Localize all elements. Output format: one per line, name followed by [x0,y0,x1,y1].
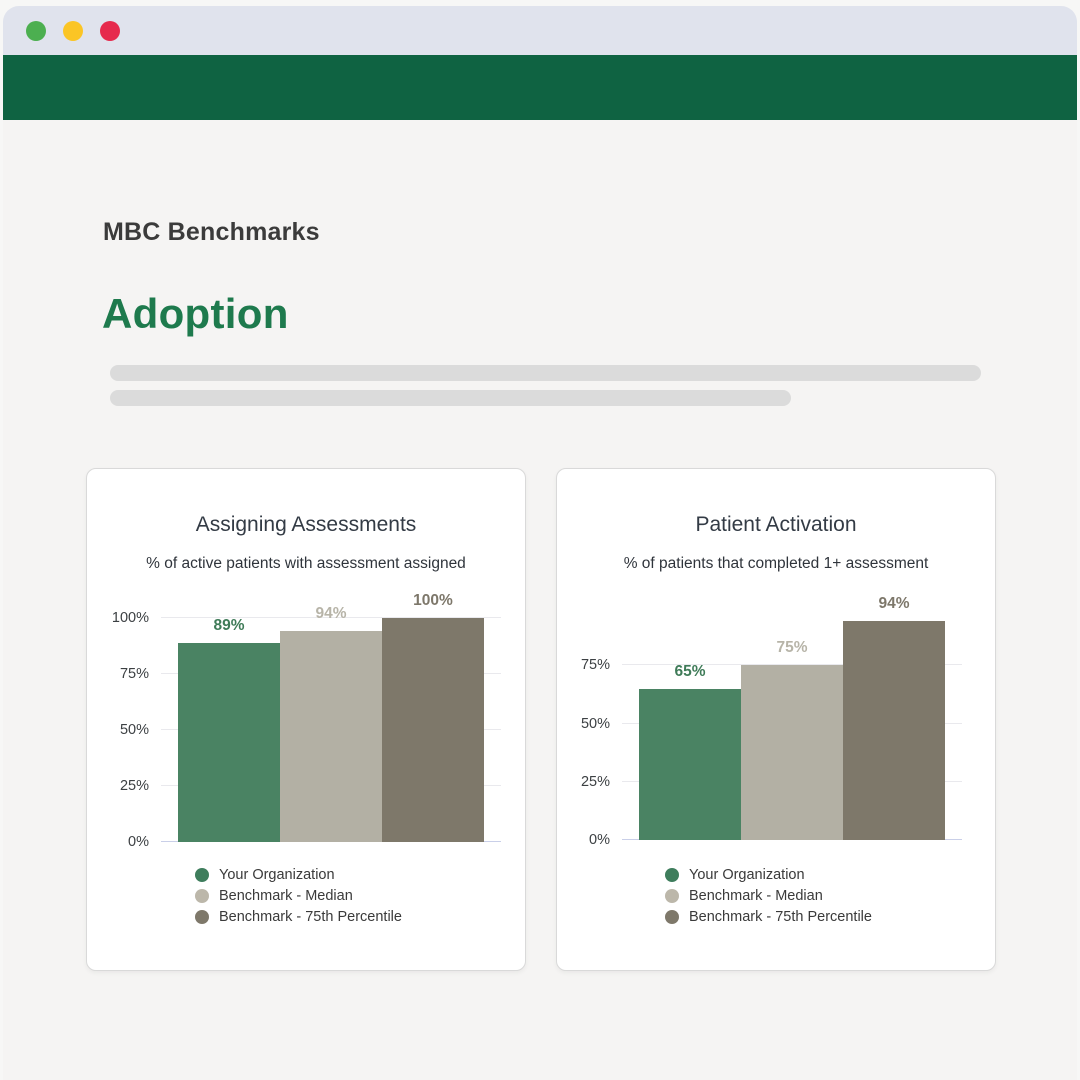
legend-color-dot [195,910,209,924]
chart-legend [195,865,402,926]
assigning-assessments-chart-card [86,468,526,971]
chart-subtitle: % of patients that completed 1+ assessment [623,555,929,572]
legend-color-dot [665,868,679,882]
bar-chart-plot [580,594,962,848]
legend-color-dot [665,889,679,903]
legend-item-label: Benchmark - 75th Percentile [689,908,872,925]
bar-benchmark-75th-percentile [843,594,945,840]
y-axis-tick-label: 50% [119,722,149,738]
legend-item [195,865,402,884]
bar-benchmark-median [280,605,382,842]
legend-item-label: Benchmark - Median [219,887,353,904]
y-axis-tick-label: 0% [128,834,149,850]
y-axis-tick-label: 0% [589,832,610,848]
bars-group [622,594,962,840]
y-axis-tick-label: 25% [119,778,149,794]
legend-item [195,907,402,926]
bar-benchmark-75th-percentile [382,592,484,842]
bar-value-label: 75% [776,639,808,657]
legend-item-label: Benchmark - Median [689,887,823,904]
red-traffic-light-button[interactable] [100,21,120,41]
chart-subtitle: % of active patients with assessment assigned [146,555,466,572]
legend-color-dot [195,868,209,882]
legend-color-dot [665,910,679,924]
bar-benchmark-median [741,639,843,840]
page-title: Adoption [102,290,289,337]
text-placeholder-line-2 [110,390,791,406]
bar-value-label: 94% [315,605,347,623]
legend-item-label: Your Organization [219,866,335,883]
legend-item-label: Your Organization [689,866,805,883]
legend-item [195,886,402,905]
green-traffic-light-button[interactable] [26,21,46,41]
bar-chart-plot [111,592,501,850]
y-axis-tick-label: 75% [580,657,610,674]
legend-color-dot [195,889,209,903]
legend-item [665,886,872,905]
y-axis-tick-label: 50% [580,715,610,732]
bar-your-organization [178,616,280,842]
text-placeholder-line-1 [110,365,981,381]
y-axis-tick-label: 25% [580,773,610,790]
bar-value-label: 100% [413,592,453,609]
legend-item-label: Benchmark - 75th Percentile [219,908,402,925]
legend-item [665,865,872,884]
browser-frame [3,6,1077,1080]
chart-title: Assigning Assessments [195,513,417,536]
bar-value-label: 94% [878,594,910,612]
bar-value-label: 65% [674,662,706,680]
chart-legend [665,865,872,926]
window-titlebar [3,6,1077,55]
legend-item [665,907,872,926]
chart-title: Patient Activation [695,513,857,536]
patient-activation-chart-card [556,468,996,971]
y-axis-tick-label: 75% [119,666,149,682]
yellow-traffic-light-button[interactable] [63,21,83,41]
y-axis-tick-label: 100% [111,610,149,626]
section-label: MBC Benchmarks [103,218,320,246]
app-navbar [3,55,1077,120]
bar-your-organization [639,662,741,840]
bars-group [161,592,501,842]
bar-value-label: 89% [213,616,245,634]
